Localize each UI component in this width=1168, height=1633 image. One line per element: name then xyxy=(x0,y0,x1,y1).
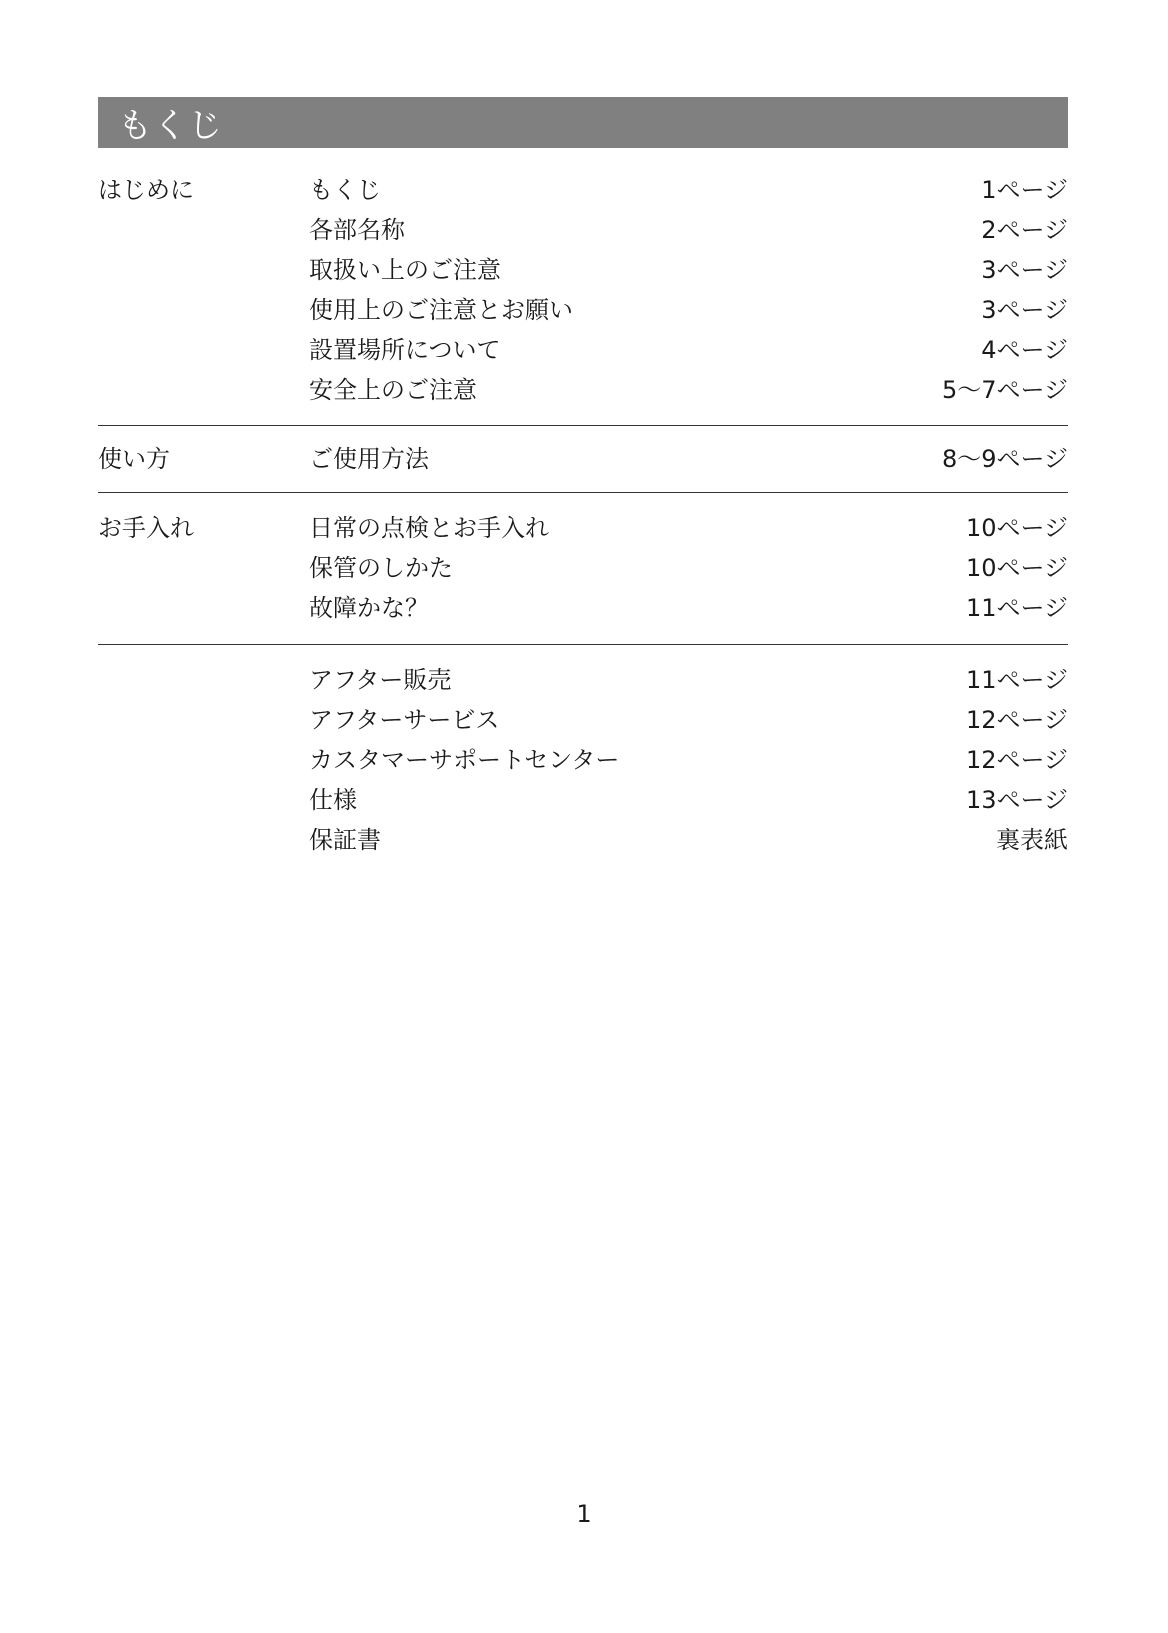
toc-entry[interactable] xyxy=(309,740,1068,780)
toc-header-bar xyxy=(98,97,1068,148)
entry-page: 3ページ xyxy=(981,296,1068,324)
entry-name: 仕様 xyxy=(309,786,357,814)
toc-entry[interactable] xyxy=(309,780,1068,820)
entry-page: 13ページ xyxy=(965,786,1068,814)
entry-page: 12ページ xyxy=(965,746,1068,774)
toc-section-intro xyxy=(98,170,1068,425)
toc-entry[interactable] xyxy=(309,210,1068,250)
entry-name: 保管のしかた xyxy=(309,554,453,582)
entry-page: 8〜9ページ xyxy=(941,445,1068,473)
table-of-contents xyxy=(98,170,1068,860)
entry-page: 12ページ xyxy=(965,706,1068,734)
entry-page: 10ページ xyxy=(965,514,1068,542)
entry-page: 3ページ xyxy=(981,256,1068,284)
toc-entry[interactable] xyxy=(309,250,1068,290)
entry-page: 2ページ xyxy=(981,216,1068,244)
toc-entry[interactable] xyxy=(309,290,1068,330)
entry-name: 安全上のご注意 xyxy=(309,376,477,404)
entry-name: ご使用方法 xyxy=(309,445,429,473)
entry-name: カスタマーサポートセンター xyxy=(309,746,620,774)
toc-entry[interactable] xyxy=(309,588,1068,628)
section-label: 使い方 xyxy=(98,445,170,473)
entry-name: もくじ xyxy=(309,176,381,204)
toc-entry[interactable] xyxy=(309,330,1068,370)
entry-page: 11ページ xyxy=(965,594,1068,622)
page-title: もくじ xyxy=(118,106,223,146)
toc-section-usage xyxy=(98,425,1068,492)
entry-page: 裏表紙 xyxy=(996,826,1068,854)
toc-entry[interactable] xyxy=(309,170,1068,210)
entry-name: 故障かな？ xyxy=(309,594,429,622)
toc-entry[interactable] xyxy=(309,508,1068,548)
toc-entry[interactable] xyxy=(309,370,1068,410)
entry-page: 1ページ xyxy=(981,176,1068,204)
entry-page: 4ページ xyxy=(981,336,1068,364)
toc-entry[interactable] xyxy=(309,820,1068,860)
section-label: お手入れ xyxy=(98,514,194,542)
toc-entry[interactable] xyxy=(309,700,1068,740)
entry-name: アフターサービス xyxy=(309,706,500,734)
entry-page: 10ページ xyxy=(965,554,1068,582)
toc-entry[interactable] xyxy=(309,660,1068,700)
entry-name: 各部名称 xyxy=(309,216,405,244)
page-number: 1 xyxy=(576,1500,592,1528)
entry-name: 取扱い上のご注意 xyxy=(309,256,501,284)
entry-name: 設置場所について xyxy=(309,336,501,364)
section-label: はじめに xyxy=(98,176,194,204)
entry-name: 日常の点検とお手入れ xyxy=(309,514,549,542)
toc-entry[interactable] xyxy=(309,548,1068,588)
toc-section-support xyxy=(98,644,1068,860)
entry-page: 11ページ xyxy=(965,666,1068,694)
entry-name: 保証書 xyxy=(309,826,381,854)
toc-entry[interactable] xyxy=(309,439,1068,479)
entry-page: 5〜7ページ xyxy=(941,376,1068,404)
entry-name: 使用上のご注意とお願い xyxy=(309,296,573,324)
toc-section-maintenance xyxy=(98,492,1068,644)
entry-name: アフター販売 xyxy=(309,666,452,694)
